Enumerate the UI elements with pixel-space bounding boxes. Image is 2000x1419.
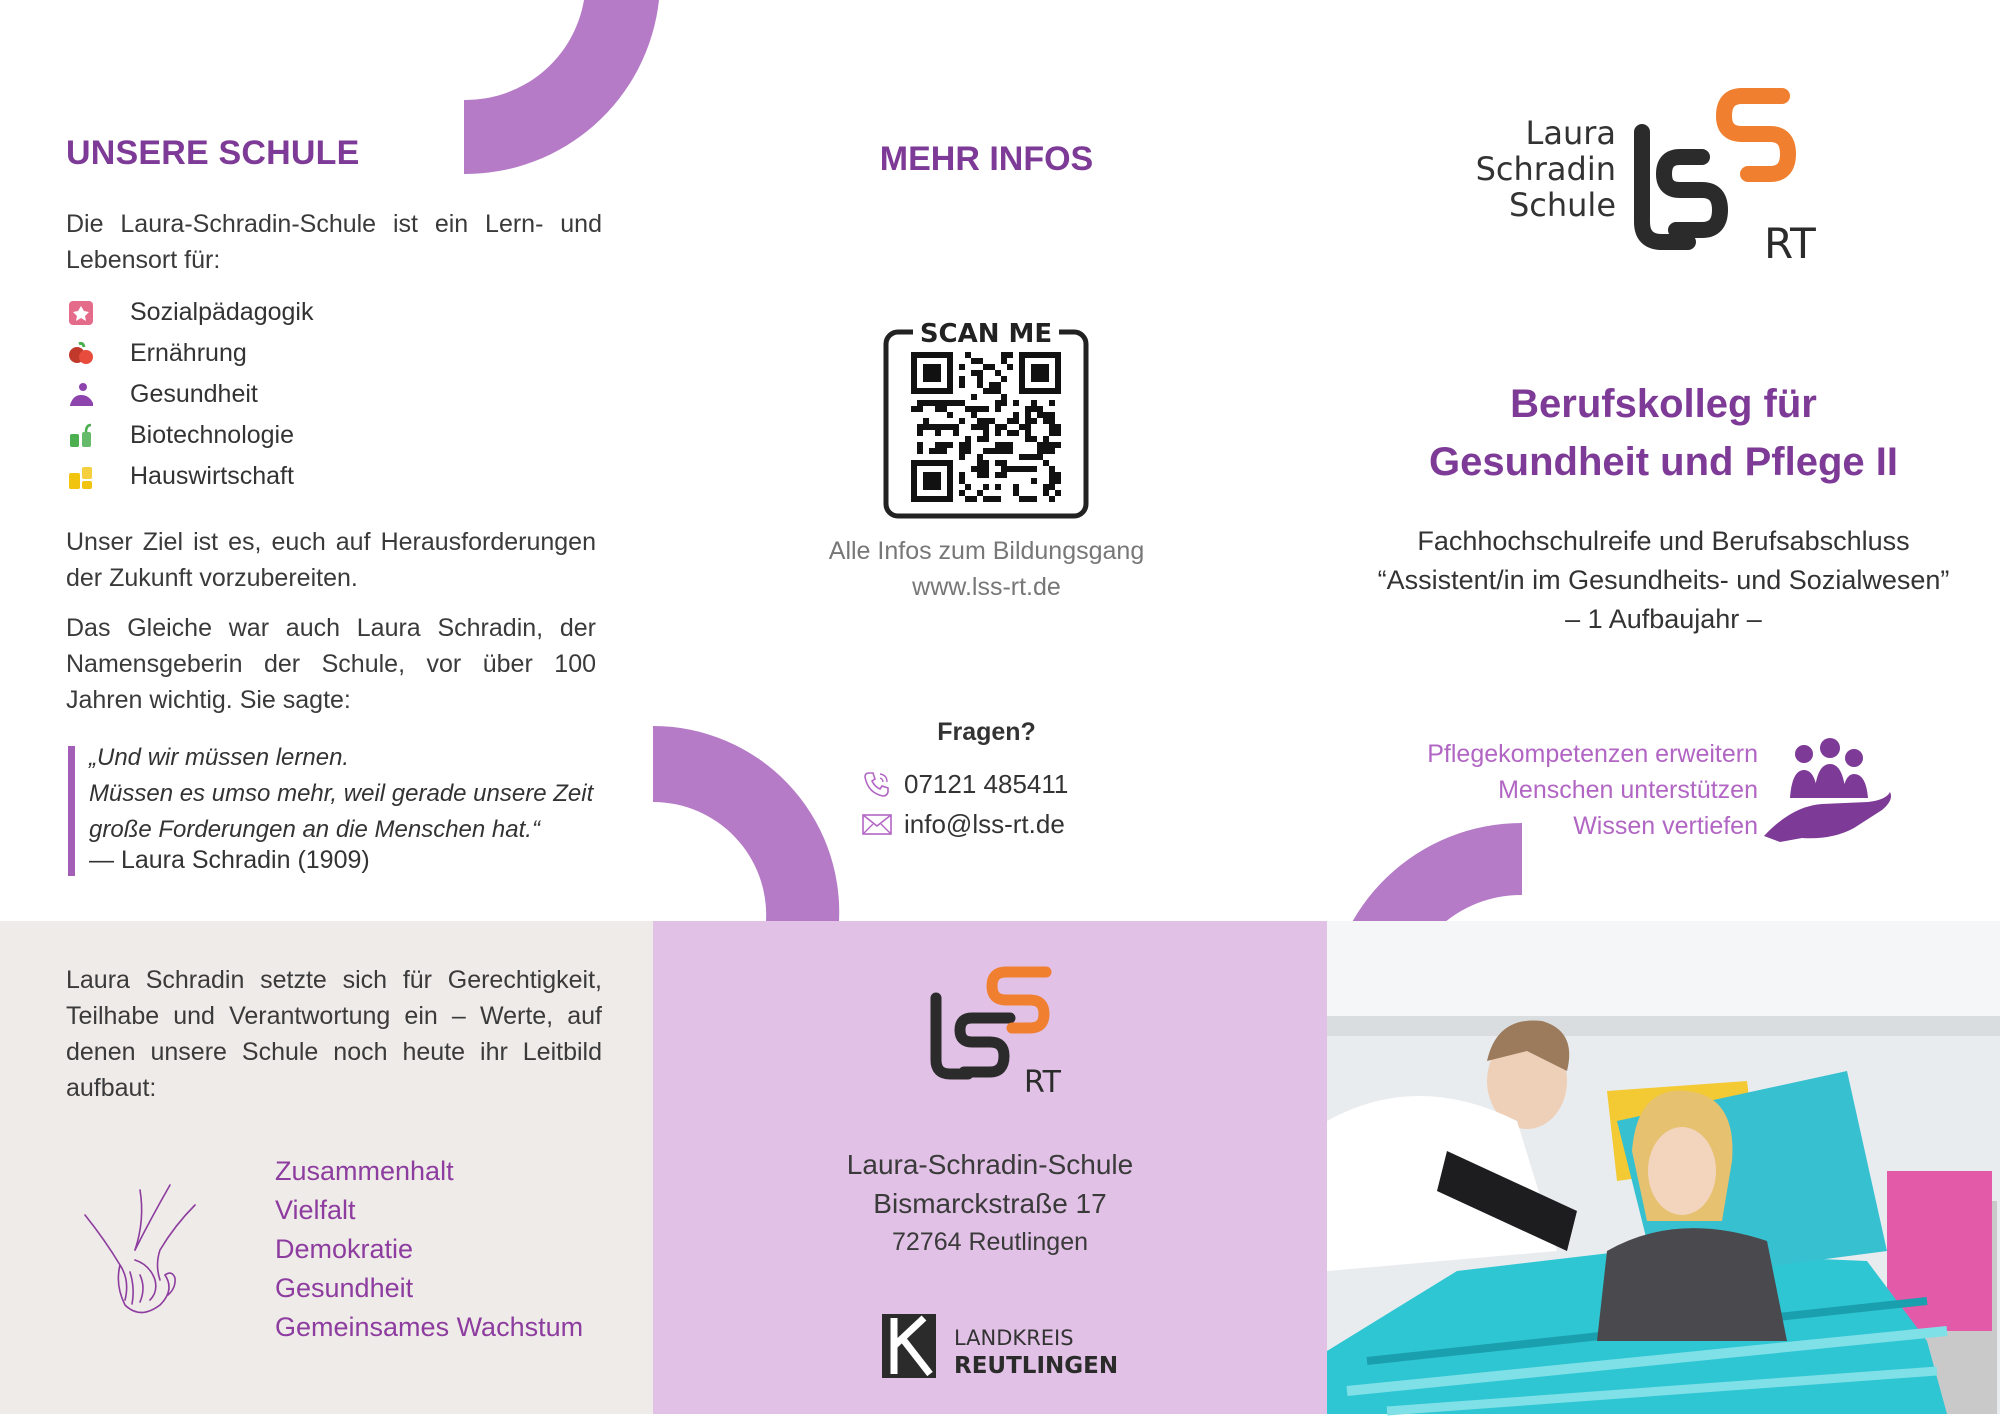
logo-suffix: RT bbox=[1024, 1065, 1061, 1100]
title-line: Berufskolleg für bbox=[1510, 382, 1817, 426]
housekeeping-icon bbox=[66, 462, 96, 492]
logo-suffix: RT bbox=[1764, 219, 1816, 268]
value-item: Gesundheit bbox=[275, 1273, 414, 1303]
email-row[interactable] bbox=[860, 804, 1068, 844]
quote-author: — Laura Schradin (1909) bbox=[89, 846, 370, 874]
intro-text: Die Laura-Schradin-Schule ist ein Lern- und Lebensort für: bbox=[66, 210, 602, 274]
phone-number[interactable]: 07121 485411 bbox=[904, 768, 1069, 799]
address-city: 72764 Reutlingen bbox=[892, 1228, 1088, 1256]
phone-icon bbox=[860, 769, 894, 799]
value-item: Demokratie bbox=[275, 1234, 414, 1264]
health-icon bbox=[66, 380, 96, 410]
qr-code[interactable] bbox=[883, 314, 1089, 520]
email-address[interactable]: info@lss-rt.de bbox=[904, 808, 1065, 839]
leitbild-text: Laura Schradin setzte sich für Gerechtigkeit, Teilhabe und Verantwortung ein – Werte, auf denen unsere Schule noch heute ihr Leitbild aufbaut: bbox=[66, 966, 602, 1102]
title-line: Gesundheit und Pflege II bbox=[1429, 440, 1898, 484]
website-link[interactable]: www.lss-rt.de bbox=[912, 573, 1061, 601]
qr-caption bbox=[653, 533, 1320, 605]
quote-line: „Und wir müssen lernen. bbox=[89, 744, 350, 771]
care-hand-icon bbox=[1762, 736, 1894, 844]
holding-hands-icon bbox=[80, 1180, 200, 1320]
claim-item: Pflegekompetenzen erweitern bbox=[1427, 740, 1758, 768]
claim-item: Menschen unterstützen bbox=[1498, 776, 1758, 804]
decorative-arc-middle bbox=[653, 726, 841, 921]
logo-line3: Schule bbox=[1508, 186, 1616, 224]
district-logo bbox=[880, 1312, 1119, 1382]
value-item: Vielfalt bbox=[275, 1195, 356, 1225]
quote bbox=[89, 740, 609, 848]
social-icon bbox=[66, 298, 96, 328]
quote-line: Müssen es umso mehr, weil gerade unsere Zeit bbox=[89, 780, 594, 807]
qr-label: SCAN ME bbox=[919, 319, 1053, 349]
claim-item: Wissen vertiefen bbox=[1573, 812, 1758, 840]
list-item bbox=[66, 292, 586, 333]
list-item bbox=[66, 374, 586, 415]
school-logo-small bbox=[920, 960, 1070, 1100]
subtitle-line: Fachhochschulreife und Berufsabschluss bbox=[1417, 526, 1910, 556]
field-list bbox=[66, 292, 586, 497]
contact-block bbox=[860, 764, 1068, 844]
address-name: Laura-Schradin-Schule bbox=[846, 1149, 1134, 1180]
biotech-icon bbox=[66, 421, 96, 451]
claims bbox=[1340, 736, 1758, 844]
quote-line: große Forderungen an die Menschen hat.“ bbox=[89, 816, 540, 843]
field-label: Hauswirtschaft bbox=[130, 462, 294, 490]
phone-row[interactable] bbox=[860, 764, 1068, 804]
district-line1: LANDKREIS bbox=[954, 1326, 1074, 1350]
program-title bbox=[1327, 375, 2000, 491]
logo-line1: Laura bbox=[1525, 114, 1616, 152]
district-line2: REUTLINGEN bbox=[954, 1353, 1119, 1379]
field-label: Sozialpädagogik bbox=[130, 298, 314, 326]
field-label: Gesundheit bbox=[130, 380, 258, 408]
field-label: Ernährung bbox=[130, 339, 247, 367]
values-list bbox=[275, 1152, 583, 1347]
list-item bbox=[66, 415, 586, 456]
goal-text: Unser Ziel ist es, euch auf Herausforderungen der Zukunft vorzubereiten. bbox=[66, 528, 596, 592]
field-label: Biotechnologie bbox=[130, 421, 295, 449]
schradin-text: Das Gleiche war auch Laura Schradin, der Namensgeberin der Schule, vor über 100 Jahren wichtig. Sie sagte: bbox=[66, 614, 596, 714]
value-item: Zusammenhalt bbox=[275, 1156, 454, 1186]
mail-icon bbox=[860, 811, 894, 837]
nursing-photo bbox=[1327, 921, 2000, 1414]
list-item bbox=[66, 456, 586, 497]
qr-caption-line: Alle Infos zum Bildungsgang bbox=[828, 537, 1145, 565]
section-heading-info: MEHR INFOS bbox=[879, 140, 1094, 178]
photo-illustration bbox=[1327, 921, 2000, 1414]
questions-heading: Fragen? bbox=[937, 718, 1036, 746]
nutrition-icon bbox=[66, 339, 96, 369]
subtitle-line: “Assistent/in im Gesundheits- und Sozialwesen” bbox=[1377, 565, 1950, 595]
quote-bar bbox=[68, 746, 75, 876]
address bbox=[653, 1145, 1327, 1262]
subtitle-line: – 1 Aufbaujahr – bbox=[1565, 604, 1762, 634]
program-subtitle bbox=[1327, 522, 2000, 639]
address-street: Bismarckstraße 17 bbox=[873, 1188, 1107, 1219]
decorative-arc-top bbox=[464, 0, 664, 175]
logo-line2: Schradin bbox=[1475, 150, 1616, 188]
list-item bbox=[66, 333, 586, 374]
value-item: Gemeinsames Wachstum bbox=[275, 1312, 584, 1342]
school-logo bbox=[1475, 82, 1840, 272]
section-heading-school: UNSERE SCHULE bbox=[66, 134, 360, 172]
